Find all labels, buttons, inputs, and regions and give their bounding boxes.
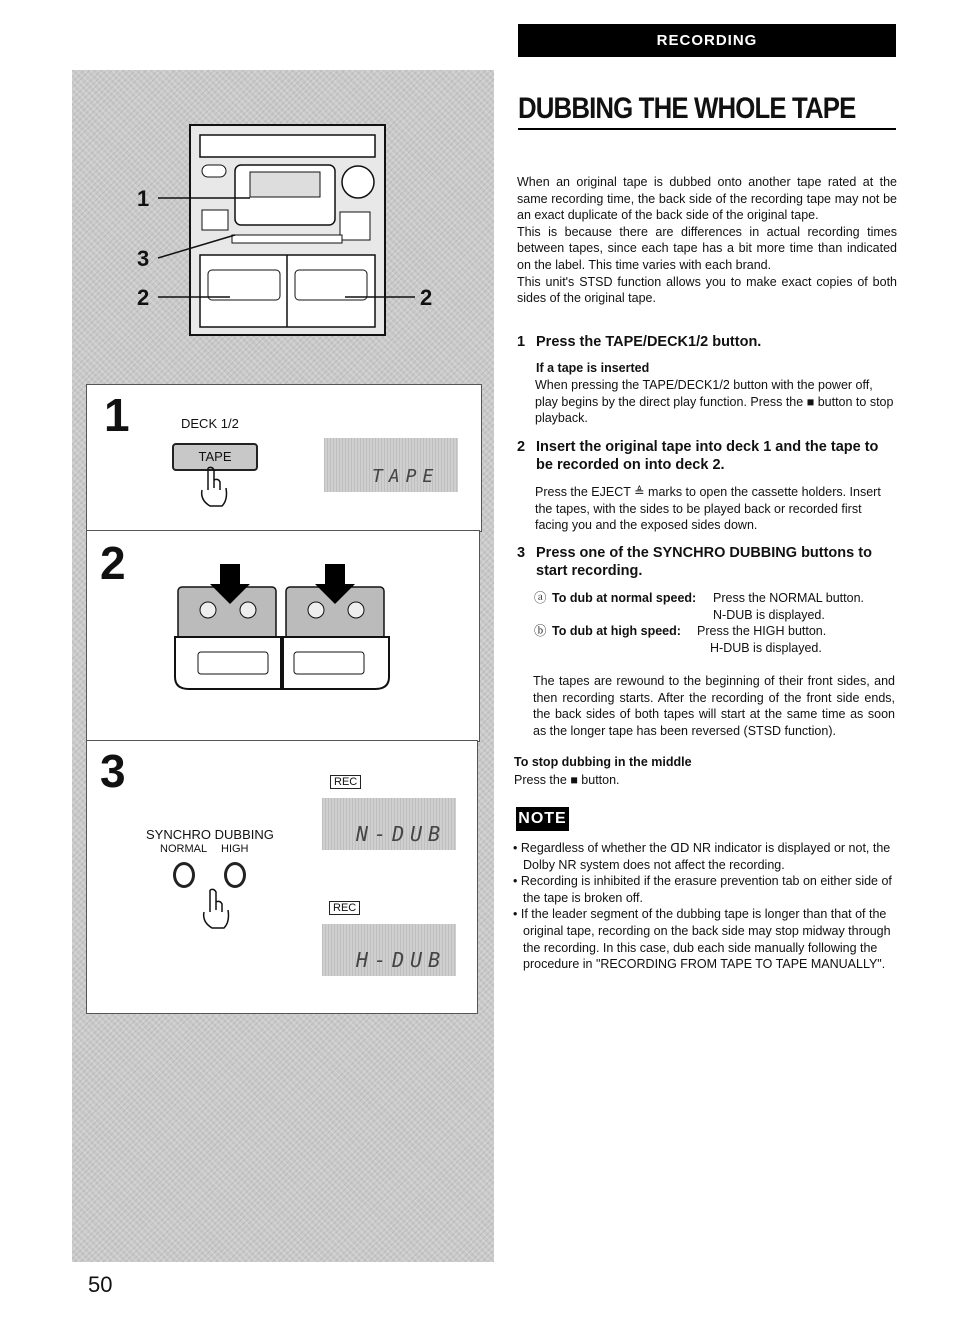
step3-heading: Press one of the SYNCHRO DUBBING buttons to start recording. bbox=[536, 545, 872, 579]
callout-2-left: 2 bbox=[137, 285, 150, 310]
step2-num: 2 bbox=[517, 439, 526, 455]
stereo-unit-illustration bbox=[140, 120, 450, 350]
intro-paragraph: This unit's STSD function allows you to make exact copies of both sides of the original tape. bbox=[517, 274, 897, 306]
hand-pointer-icon bbox=[198, 466, 232, 510]
stop-heading: To stop dubbing in the middle bbox=[514, 755, 692, 769]
callout-2-right: 2 bbox=[420, 285, 433, 310]
normal-button[interactable] bbox=[173, 862, 195, 888]
option-b-result: H-DUB is displayed. bbox=[710, 641, 822, 655]
hand-pointer-icon bbox=[200, 888, 234, 932]
section-header: RECORDING bbox=[518, 24, 896, 57]
option-a-result: N-DUB is displayed. bbox=[713, 608, 825, 622]
option-b-marker: ⓑ bbox=[534, 624, 547, 638]
normal-label: NORMAL bbox=[160, 843, 208, 855]
stop-body: Press the ■ button. bbox=[514, 773, 620, 787]
callout-3: 3 bbox=[137, 246, 150, 271]
option-b-label: To dub at high speed: bbox=[552, 624, 681, 638]
step1-number: 1 bbox=[104, 389, 130, 441]
intro-text bbox=[517, 174, 897, 307]
deck-label: DECK 1/2 bbox=[181, 416, 239, 431]
page-number: 50 bbox=[88, 1272, 113, 1297]
step3-number: 3 bbox=[100, 745, 126, 797]
page-title: DUBBING THE WHOLE TAPE bbox=[518, 92, 856, 125]
option-a-text: Press the NORMAL button. bbox=[713, 591, 864, 605]
step2-body: Press the EJECT ≜ marks to open the cassette holders. Insert the tapes, with the sides to be played back or recorded first facing you and the exposed sides down. bbox=[535, 485, 881, 533]
step3-body: The tapes are rewound to the beginning of their front sides, and then recording starts. After the recording of the front side ends, the back sides of both tapes will start at the same time as soon as the longer tape has been reversed (STSD function). bbox=[533, 674, 895, 738]
tape-button[interactable]: TAPE bbox=[172, 443, 258, 471]
step1-num: 1 bbox=[517, 334, 526, 350]
step1-body: When pressing the TAPE/DECK1/2 button with the power off, play begins by the direct play function. Press the ■ button to stop playback. bbox=[535, 378, 894, 426]
step2-number: 2 bbox=[100, 537, 126, 589]
synchro-dubbing-label: SYNCHRO DUBBING bbox=[146, 827, 274, 842]
intro-paragraph: When an original tape is dubbed onto another tape rated at the same recording time, the back side of the recording tape may not be an exact duplicate of the back side of the original tape. bbox=[517, 175, 897, 223]
step2-heading: Insert the original tape into deck 1 and the tape to be recorded on into deck 2. bbox=[536, 439, 879, 473]
note-badge: NOTE bbox=[516, 807, 569, 831]
note-item: • Recording is inhibited if the erasure prevention tab on either side of the tape is broken off. bbox=[513, 874, 892, 905]
rec-indicator: REC bbox=[330, 775, 361, 789]
n-dub-display: N-DUB bbox=[322, 798, 456, 850]
high-label: HIGH bbox=[221, 843, 249, 855]
note-item: • If the leader segment of the dubbing tape is longer than that of the original tape, recording on the back side may stop midway through the recording. In this case, dub each side manually following the procedure in "RECORDING FROM TAPE TO TAPE MANUALLY". bbox=[513, 907, 891, 972]
note-item: • Regardless of whether the ᗡᗞ NR indicator is displayed or not, the Dolby NR system does not affect the recording. bbox=[513, 841, 891, 872]
intro-paragraph: This is because there are differences in actual recording times between tapes, since each tape has a bit more time than indicated on the label. This time varies with each brand. bbox=[517, 224, 897, 272]
option-a-label: To dub at normal speed: bbox=[552, 591, 697, 605]
rec-indicator: REC bbox=[329, 901, 360, 915]
tape-display: TAPE bbox=[324, 438, 458, 492]
step1-heading: Press the TAPE/DECK1/2 button. bbox=[536, 334, 762, 350]
note-list bbox=[513, 840, 893, 973]
step3-num: 3 bbox=[517, 545, 526, 561]
step1-subheading: If a tape is inserted bbox=[536, 361, 650, 375]
callout-1: 1 bbox=[137, 186, 150, 211]
high-button[interactable] bbox=[224, 862, 246, 888]
h-dub-display: H-DUB bbox=[322, 924, 456, 976]
cassette-insert-illustration bbox=[170, 562, 392, 694]
title-rule bbox=[518, 128, 896, 130]
option-b-text: Press the HIGH button. bbox=[697, 624, 827, 638]
option-a-marker: ⓐ bbox=[534, 591, 547, 605]
